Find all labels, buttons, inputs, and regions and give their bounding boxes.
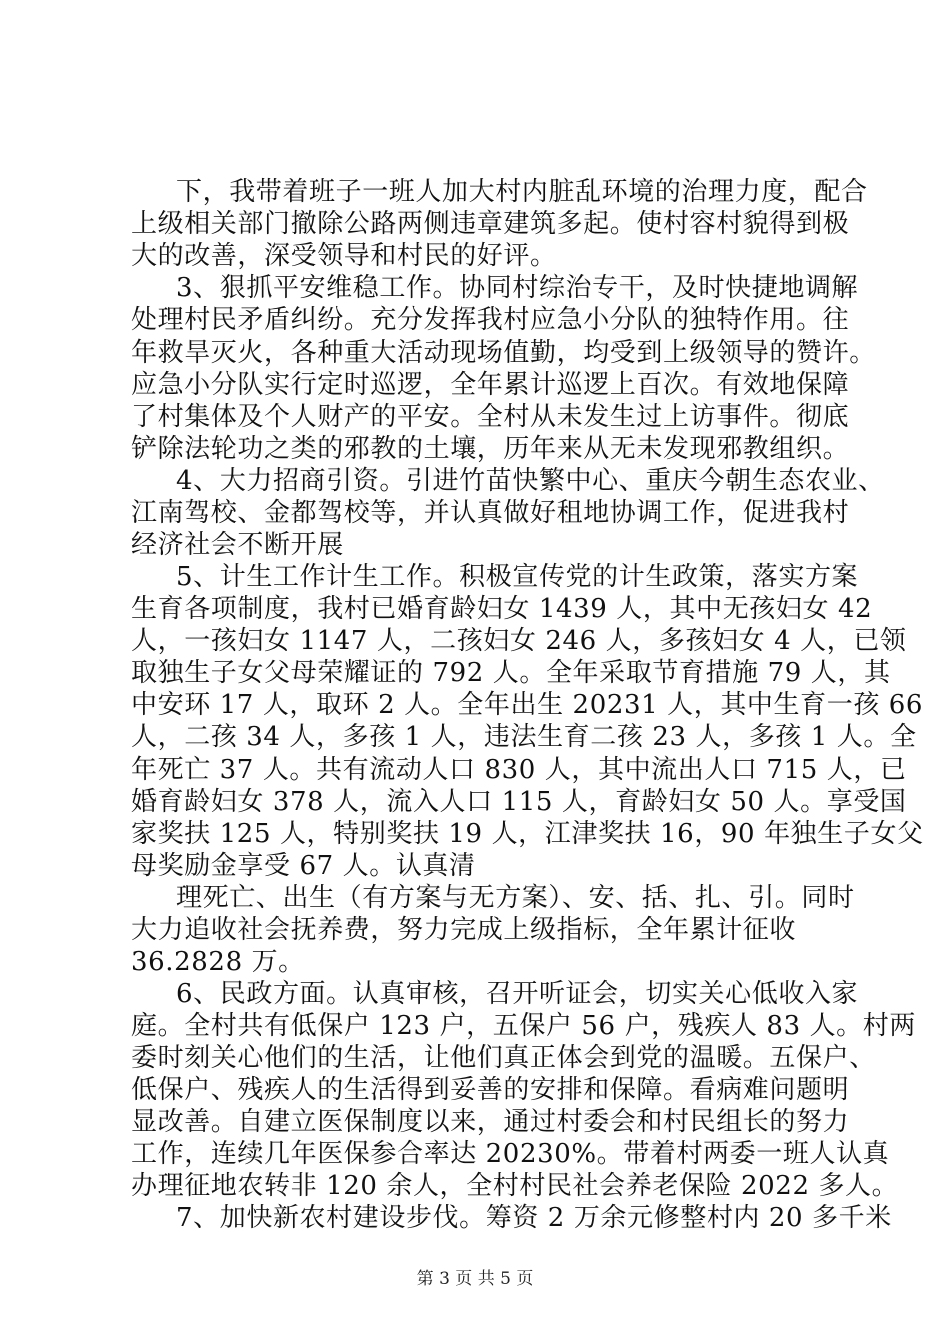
text-line: 理死亡、出生（有方案与无方案）、安、括、扎、引。同时	[176, 883, 855, 913]
text-line: 婚育龄妇女 378 人，流入人口 115 人，育龄妇女 50 人。享受国	[131, 787, 907, 817]
text-line: 取独生子女父母荣耀证的 792 人。全年采取节育措施 79 人，其	[131, 658, 891, 688]
text-line: 人，一孩妇女 1147 人，二孩妇女 246 人，多孩妇女 4 人，已领	[131, 626, 907, 656]
text-line: 显改善。自建立医保制度以来，通过村委会和村民组长的努力	[131, 1107, 850, 1137]
text-line: 5、计生工作计生工作。积极宣传党的计生政策，落实方案	[176, 562, 859, 592]
text-line: 母奖励金享受 67 人。认真清	[131, 851, 476, 881]
text-line: 铲除法轮功之类的邪教的土壤，历年来从无未发现邪教组织。	[131, 434, 850, 464]
page-number-footer: 第 3 页 共 5 页	[416, 1269, 534, 1289]
text-line: 6、民政方面。认真审核，召开听证会，切实关心低收入家	[176, 979, 859, 1009]
text-line: 工作，连续几年医保参合率达 20230%。带着村两委一班人认真	[131, 1139, 890, 1169]
text-line: 中安环 17 人，取环 2 人。全年出生 20231 人，其中生育一孩 66	[131, 690, 924, 720]
text-line: 上级相关部门撤除公路两侧违章建筑多起。使村容村貌得到极	[131, 209, 850, 239]
text-line: 处理村民矛盾纠纷。充分发挥我村应急小分队的独特作用。往	[131, 305, 850, 335]
text-line: 大的改善，深受领导和村民的好评。	[131, 241, 557, 271]
text-line: 了村集体及个人财产的平安。全村从未发生过上访事件。彻底	[131, 402, 850, 432]
text-line: 江南驾校、金都驾校等，并认真做好租地协调工作，促进我村	[131, 498, 850, 528]
text-line: 7、加快新农村建设步伐。筹资 2 万余元修整村内 20 多千米	[176, 1203, 892, 1233]
text-line: 低保户、残疾人的生活得到妥善的安排和保障。看病难问题明	[131, 1075, 850, 1105]
text-line: 应急小分队实行定时巡逻，全年累计巡逻上百次。有效地保障	[131, 370, 850, 400]
text-line: 委时刻关心他们的生活，让他们真正体会到党的温暖。五保户、	[131, 1043, 876, 1073]
text-line: 36.2828 万。	[131, 947, 305, 977]
text-line: 生育各项制度，我村已婚育龄妇女 1439 人，其中无孩妇女 42	[131, 594, 873, 624]
text-line: 家奖扶 125 人，特别奖扶 19 人，江津奖扶 16，90 年独生子女父	[131, 819, 924, 849]
text-line: 庭。全村共有低保户 123 户，五保户 56 户，残疾人 83 人。村两	[131, 1011, 916, 1041]
text-line: 4、大力招商引资。引进竹苗快繁中心、重庆今朝生态农业、	[176, 466, 885, 496]
text-line: 3、狠抓平安维稳工作。协同村综治专干，及时快捷地调解	[176, 273, 859, 303]
text-line: 年死亡 37 人。共有流动人口 830 人，其中流出人口 715 人，已	[131, 755, 907, 785]
text-line: 经济社会不断开展	[131, 530, 344, 560]
text-line: 办理征地农转非 120 余人，全村村民社会养老保险 2022 多人。	[131, 1171, 899, 1201]
text-line: 大力追收社会抚养费，努力完成上级指标，全年累计征收	[131, 915, 797, 945]
text-line: 下，我带着班子一班人加大村内脏乱环境的治理力度，配合	[176, 177, 868, 207]
text-line: 年救旱灭火，各种重大活动现场值勤，均受到上级领导的赞许。	[131, 338, 876, 368]
text-line: 人，二孩 34 人，多孩 1 人，违法生育二孩 23 人，多孩 1 人。全	[131, 722, 917, 752]
